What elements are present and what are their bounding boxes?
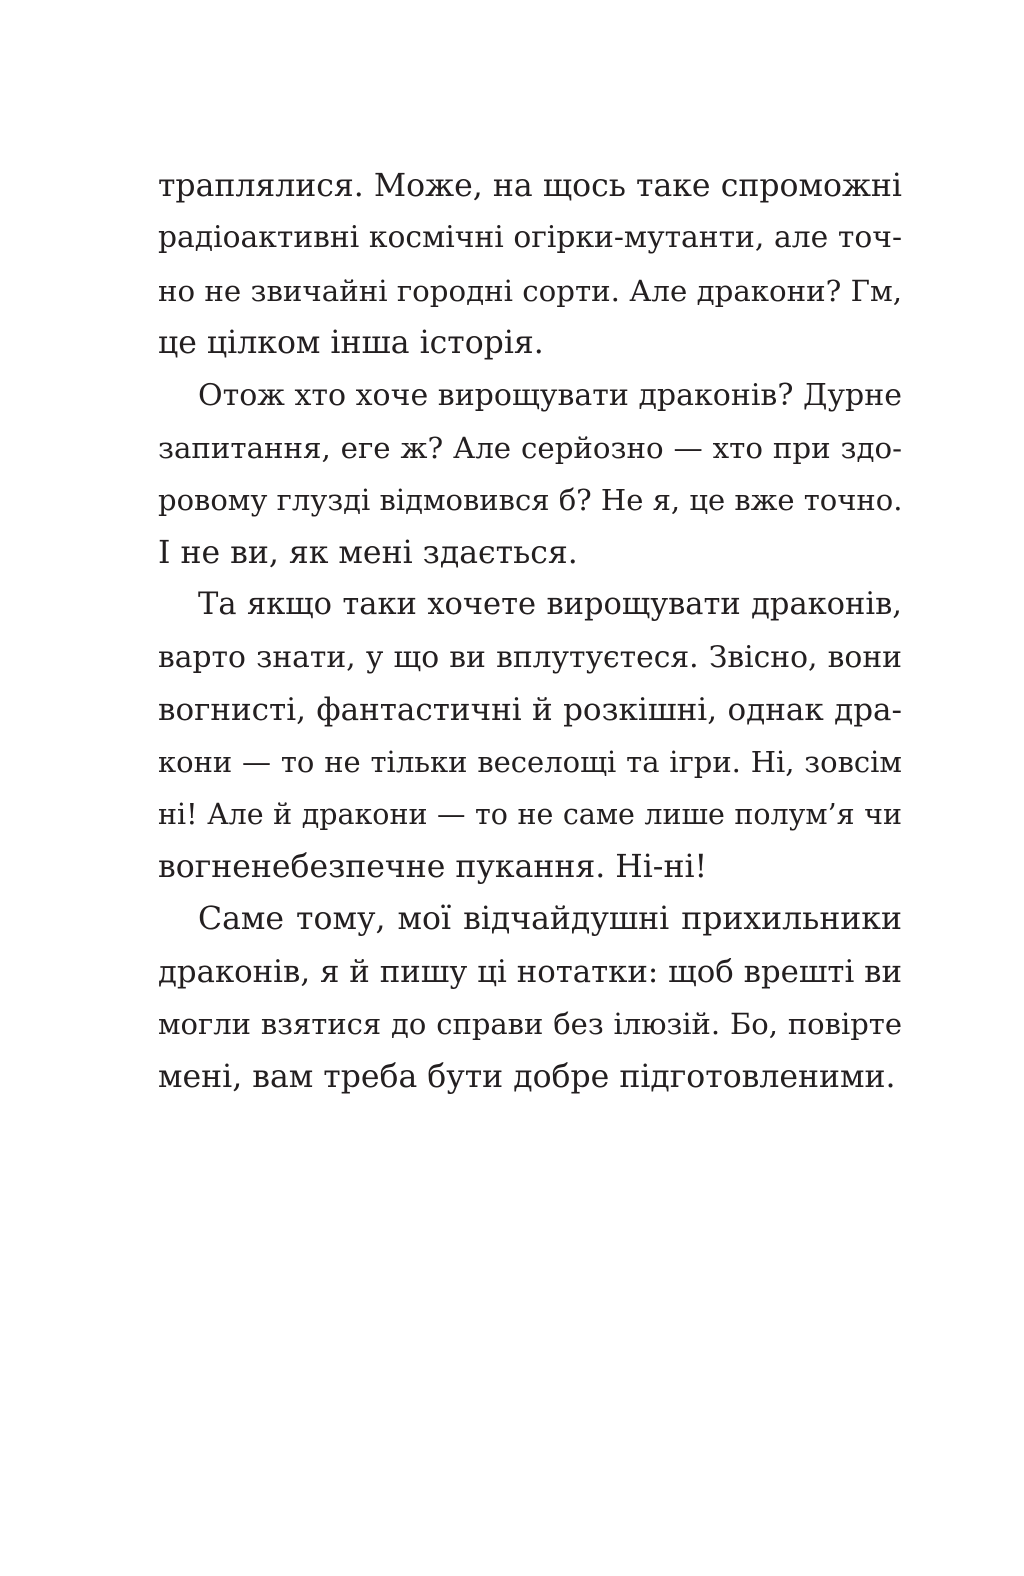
text-line: траплялися. Може, на щось таке спроможні — [158, 168, 902, 204]
text-line: Саме тому, мої відчайдушні прихильники — [198, 901, 902, 938]
text-line: ровому глузді відмовився б? Не я, це вже точно. — [158, 483, 903, 518]
paragraph-3 — [158, 579, 902, 893]
paragraph-1 — [158, 160, 902, 370]
text-line: мені, вам треба бути добре підготовленими. — [158, 1058, 896, 1095]
text-line: запитання, еге ж? Але серйозно — хто при здо- — [158, 430, 902, 465]
text-line: І не ви, як мені здається. — [158, 534, 578, 571]
paragraph-2 — [158, 370, 902, 580]
page-text — [158, 160, 902, 1103]
text-line: це цілком інша історія. — [158, 325, 544, 362]
text-line: кони — то не тільки веселощі та ігри. Ні, зовсім — [158, 745, 902, 780]
text-line: Та якщо таки хочете вирощувати драконів, — [198, 587, 902, 623]
text-line: варто знати, у що ви вплутуєтеся. Звісно, вони — [158, 639, 902, 675]
text-line: вогнисті, фантастичні й розкішні, однак дра- — [158, 691, 902, 728]
text-line: но не звичайні городні сорти. Але дракони? Гм, — [158, 273, 903, 308]
paragraph-4 — [158, 893, 902, 1103]
text-line: радіоактивні космічні огірки-мутанти, але точ- — [158, 220, 902, 256]
text-line: вогненебезпечне пукання. Ні-ні! — [158, 849, 708, 886]
text-line: драконів, я й пишу ці нотатки: щоб врешті ви — [158, 953, 902, 990]
text-line: ні! Але й дракони — то не саме лише полум’я чи — [158, 797, 902, 831]
text-line: Отож хто хоче вирощувати драконів? Дурне — [198, 377, 902, 413]
text-line: могли взятися до справи без ілюзій. Бо, повірте — [158, 1007, 902, 1042]
